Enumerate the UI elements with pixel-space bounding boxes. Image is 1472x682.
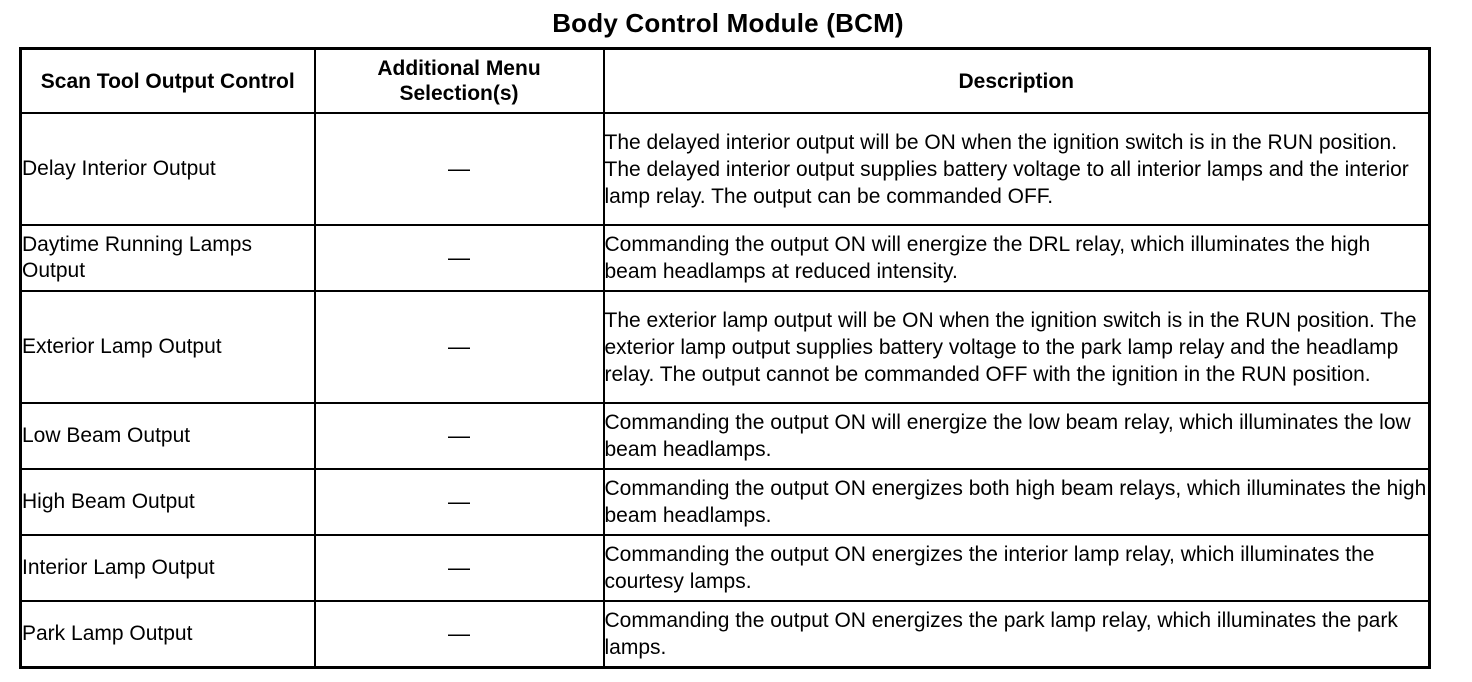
table-row (21, 403, 1430, 469)
table-row (21, 113, 1430, 225)
description-cell: Commanding the output ON will energize the low beam relay, which illuminates the low beam headlamps. (604, 403, 1430, 469)
menu-selection-cell: — (315, 535, 604, 601)
description-cell: Commanding the output ON energizes the interior lamp relay, which illuminates the courtesy lamps. (604, 535, 1430, 601)
output-control-cell: Interior Lamp Output (21, 535, 315, 601)
page-title: Body Control Module (BCM) (552, 8, 904, 38)
output-control-cell: Delay Interior Output (21, 113, 315, 225)
table-row (21, 225, 1430, 291)
description-cell: Commanding the output ON will energize the DRL relay, which illuminates the high beam headlamps at reduced intensity. (604, 225, 1430, 291)
table-header-row (21, 49, 1430, 114)
menu-selection-cell: — (315, 113, 604, 225)
bcm-output-control-table (19, 47, 1431, 669)
menu-selection-cell: — (315, 469, 604, 535)
description-cell: Commanding the output ON energizes the park lamp relay, which illuminates the park lamps. (604, 601, 1430, 668)
table-row (21, 291, 1430, 403)
table-row (21, 535, 1430, 601)
output-control-cell: High Beam Output (21, 469, 315, 535)
menu-selection-cell: — (315, 225, 604, 291)
header-scan-tool-output-control: Scan Tool Output Control (21, 49, 315, 114)
output-control-cell: Low Beam Output (21, 403, 315, 469)
output-control-cell: Exterior Lamp Output (21, 291, 315, 403)
menu-selection-cell: — (315, 291, 604, 403)
output-control-cell: Daytime Running Lamps Output (21, 225, 315, 291)
table-row (21, 601, 1430, 668)
header-additional-menu-selections: Additional Menu Selection(s) (315, 49, 604, 114)
menu-selection-cell: — (315, 403, 604, 469)
description-cell: The exterior lamp output will be ON when the ignition switch is in the RUN position. The exterior lamp output supplies battery voltage to the park lamp relay and the headlamp relay. The output cannot be commanded OFF with the ignition in the RUN position. (604, 291, 1430, 403)
description-cell: The delayed interior output will be ON when the ignition switch is in the RUN position. The delayed interior output supplies battery voltage to all interior lamps and the interior lamp relay. The output can be commanded OFF. (604, 113, 1430, 225)
table-row (21, 469, 1430, 535)
output-control-cell: Park Lamp Output (21, 601, 315, 668)
header-description: Description (604, 49, 1430, 114)
menu-selection-cell: — (315, 601, 604, 668)
description-cell: Commanding the output ON energizes both high beam relays, which illuminates the high beam headlamps. (604, 469, 1430, 535)
